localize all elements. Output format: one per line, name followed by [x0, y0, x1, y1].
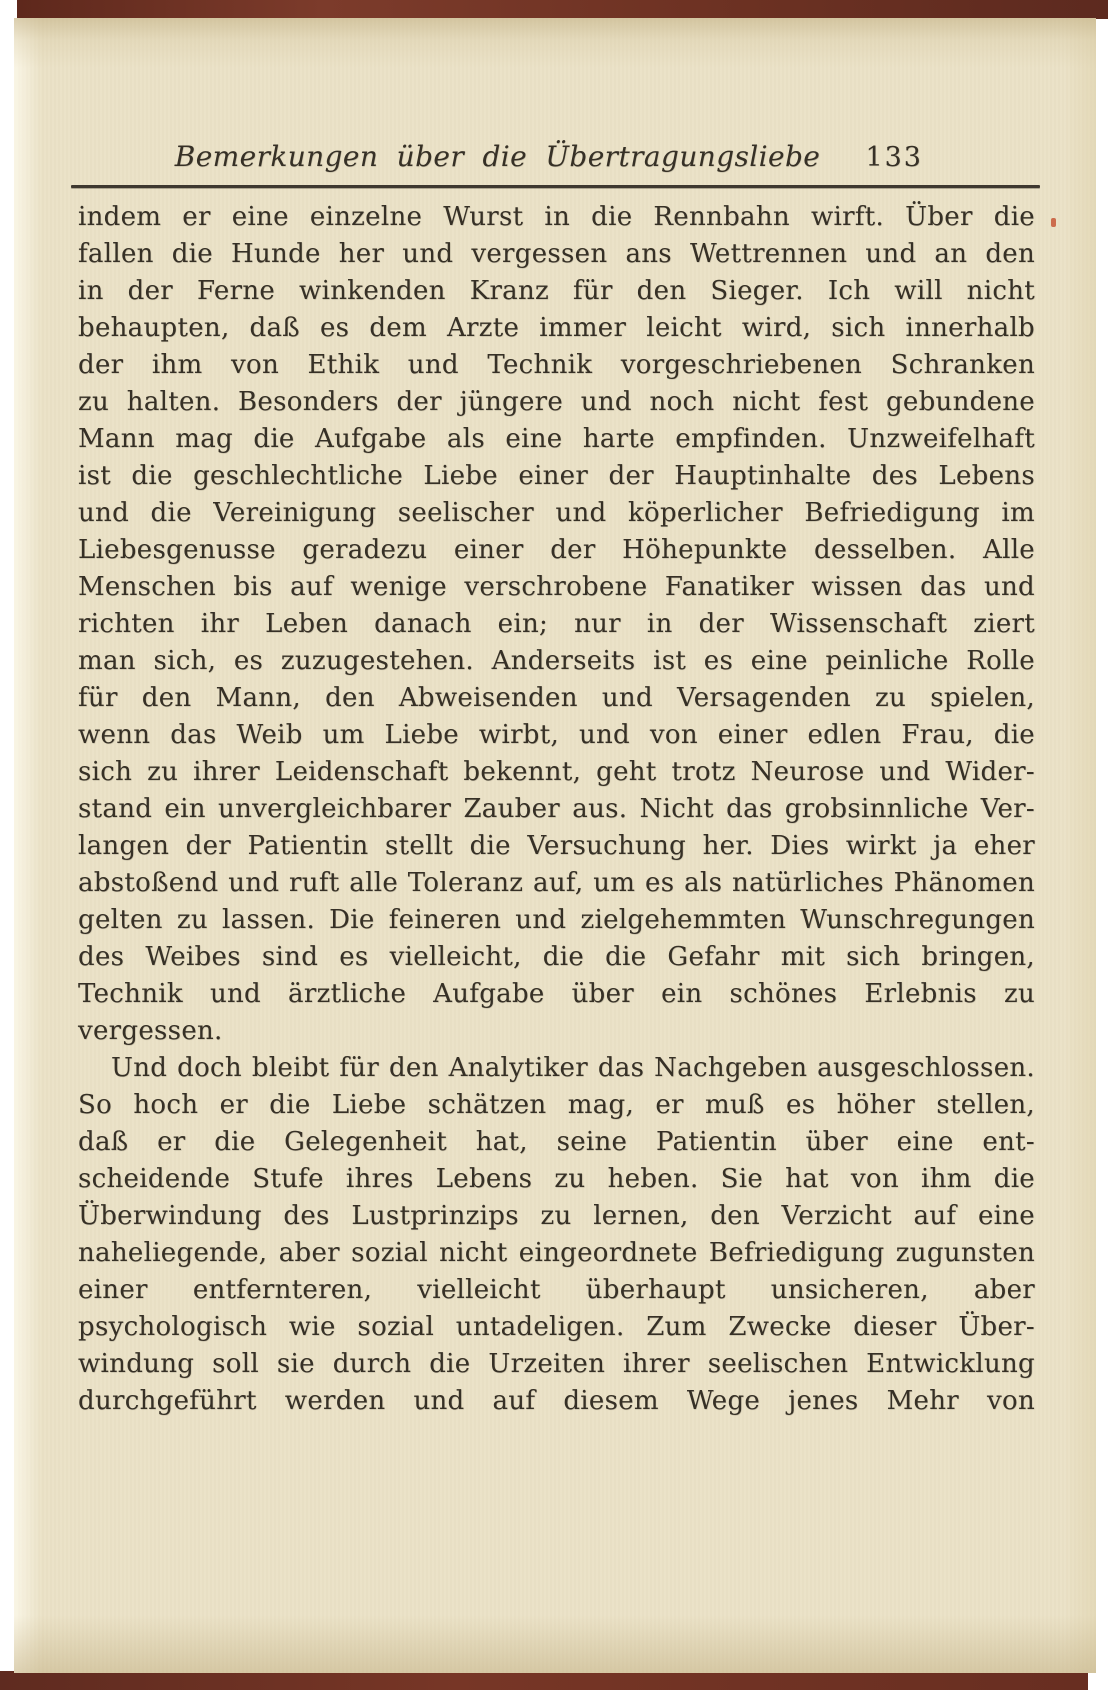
ink-speck: [1051, 218, 1056, 227]
text-line: richten ihr Leben danach ein; nur in der Wissenschaft ziert: [78, 609, 1035, 639]
text-line: für den Mann, den Abweisenden und Versagenden zu spielen,: [78, 683, 1035, 713]
text-line: der ihm von Ethik und Technik vorgeschriebenen Schranken: [78, 350, 1035, 380]
text-line: des Weibes sind es vielleicht, die die Gefahr mit sich bringen,: [78, 942, 1035, 972]
scan-edge-band-top: [17, 0, 1108, 19]
text-line: gelten zu lassen. Die feineren und zielgehemmten Wunschregungen: [78, 905, 1035, 935]
text-line: in der Ferne winkenden Kranz für den Sieger. Ich will nicht: [78, 276, 1035, 306]
text-line: vergessen.: [78, 1016, 223, 1046]
page-number: 133: [865, 142, 923, 173]
text-line: abstoßend und ruft alle Toleranz auf, um es als natürliches Phänomen: [78, 868, 1035, 898]
running-head: [78, 140, 1035, 180]
text-line: Liebesgenusse geradezu einer der Höhepunkte desselben. Alle: [78, 535, 1035, 565]
text-line: Überwindung des Lustprinzips zu lernen, den Verzicht auf eine: [78, 1201, 1035, 1231]
text-line: indem er eine einzelne Wurst in die Rennbahn wirft. Über die: [78, 202, 1035, 232]
text-line: Mann mag die Aufgabe als eine harte empfinden. Unzweifelhaft: [78, 424, 1035, 454]
scan-edge-band-bottom: [0, 1671, 1088, 1690]
text-line: daß er die Gelegenheit hat, seine Patientin über eine ent-: [78, 1127, 1035, 1157]
text-line: psychologisch wie sozial untadeligen. Zum Zwecke dieser Über-: [78, 1312, 1035, 1342]
text-line: scheidende Stufe ihres Lebens zu heben. Sie hat von ihm die: [78, 1164, 1035, 1194]
text-line: einer entfernteren, vielleicht überhaupt unsicheren, aber: [78, 1275, 1035, 1305]
text-line: fallen die Hunde her und vergessen ans Wettrennen und an den: [78, 239, 1035, 269]
text-line: zu halten. Besonders der jüngere und noch nicht fest gebundene: [78, 387, 1035, 417]
text-line: stand ein unvergleichbarer Zauber aus. Nicht das grobsinnliche Ver-: [78, 794, 1035, 824]
text-line: Menschen bis auf wenige verschrobene Fanatiker wissen das und: [78, 572, 1035, 602]
text-line: naheliegende, aber sozial nicht eingeordnete Befriedigung zugunsten: [78, 1238, 1035, 1268]
text-line: wenn das Weib um Liebe wirbt, und von einer edlen Frau, die: [78, 720, 1035, 750]
text-line: sich zu ihrer Leidenschaft bekennt, geht trotz Neurose und Wider-: [78, 757, 1035, 787]
header-rule: [71, 185, 1040, 188]
text-line: langen der Patientin stellt die Versuchung her. Dies wirkt ja eher: [78, 831, 1035, 861]
text-line: Technik und ärztliche Aufgabe über ein schönes Erlebnis zu: [78, 979, 1035, 1009]
text-line: man sich, es zuzugestehen. Anderseits ist es eine peinliche Rolle: [78, 646, 1035, 676]
text-line: ist die geschlechtliche Liebe einer der Hauptinhalte des Lebens: [78, 461, 1035, 491]
text-line: windung soll sie durch die Urzeiten ihrer seelischen Entwicklung: [78, 1349, 1035, 1379]
text-line: So hoch er die Liebe schätzen mag, er muß es höher stellen,: [78, 1090, 1035, 1120]
book-page-paper: [14, 18, 1096, 1673]
text-line: Und doch bleibt für den Analytiker das Nachgeben ausgeschlossen.: [111, 1053, 1035, 1083]
text-line: durchgeführt werden und auf diesem Wege jenes Mehr von: [78, 1386, 1035, 1416]
body-text: [78, 199, 1035, 1420]
text-line: und die Vereinigung seelischer und köperlicher Befriedigung im: [78, 498, 1035, 528]
page-title: Bemerkungen über die Übertragungsliebe: [174, 140, 821, 173]
text-line: behaupten, daß es dem Arzte immer leicht wird, sich innerhalb: [78, 313, 1035, 343]
